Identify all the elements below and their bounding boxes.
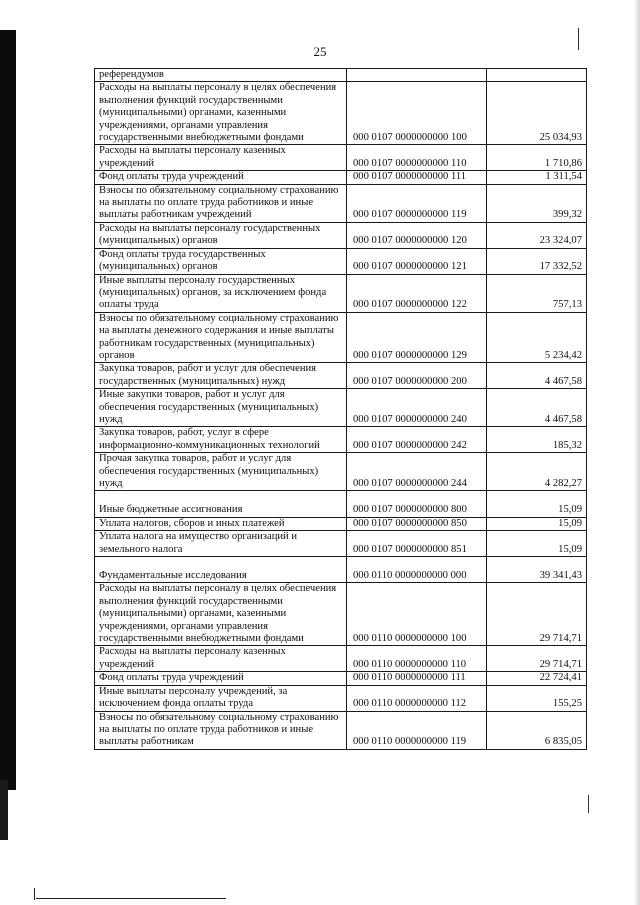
row-name: Иные выплаты персоналу учреждений, за исключением фонда оплаты труда bbox=[95, 685, 347, 711]
table-row bbox=[95, 711, 587, 749]
row-amount: 29 714,71 bbox=[487, 646, 587, 672]
table-row bbox=[95, 453, 587, 491]
table-row bbox=[95, 646, 587, 672]
row-name: Фонд оплаты труда государственных (муниципальных) органов bbox=[95, 248, 347, 274]
budget-table-body bbox=[95, 69, 587, 750]
row-code: 000 0107 0000000000 120 bbox=[347, 222, 487, 248]
row-code: 000 0107 0000000000 129 bbox=[347, 312, 487, 363]
row-amount: 1 311,54 bbox=[487, 171, 587, 184]
row-name: Иные закупки товаров, работ и услуг для обеспечения государственных (муниципальных) нужд bbox=[95, 389, 347, 427]
row-code: 000 0107 0000000000 850 bbox=[347, 517, 487, 530]
scan-edge-left bbox=[0, 30, 16, 790]
row-name: Иные выплаты персоналу государственных (муниципальных) органов, за исключением фонда оплаты труда bbox=[95, 274, 347, 312]
row-amount: 6 835,05 bbox=[487, 711, 587, 749]
row-name: Фонд оплаты труда учреждений bbox=[95, 171, 347, 184]
row-name: Расходы на выплаты персоналу казенных учреждений bbox=[95, 646, 347, 672]
row-code: 000 0110 0000000000 119 bbox=[347, 711, 487, 749]
row-code: 000 0110 0000000000 112 bbox=[347, 685, 487, 711]
row-name: Фонд оплаты труда учреждений bbox=[95, 672, 347, 685]
row-code: 000 0107 0000000000 800 bbox=[347, 491, 487, 517]
table-row bbox=[95, 222, 587, 248]
row-amount: 39 341,43 bbox=[487, 557, 587, 583]
row-amount: 4 282,27 bbox=[487, 453, 587, 491]
row-amount: 4 467,58 bbox=[487, 389, 587, 427]
table-row bbox=[95, 517, 587, 530]
row-amount: 5 234,42 bbox=[487, 312, 587, 363]
page-number: 25 bbox=[313, 44, 327, 59]
row-code: 000 0107 0000000000 121 bbox=[347, 248, 487, 274]
scan-mark-bottom bbox=[34, 888, 35, 900]
table-row bbox=[95, 389, 587, 427]
scan-mark-right bbox=[588, 795, 589, 813]
row-name: Взносы по обязательному социальному страхованию на выплаты денежного содержания и иные выплаты работникам государственных (муниципальных) органов bbox=[95, 312, 347, 363]
row-amount: 22 724,41 bbox=[487, 672, 587, 685]
row-amount bbox=[487, 69, 587, 82]
row-name: Расходы на выплаты персоналу казенных учреждений bbox=[95, 145, 347, 171]
row-name: Уплата налога на имущество организаций и земельного налога bbox=[95, 531, 347, 557]
row-name: Уплата налогов, сборов и иных платежей bbox=[95, 517, 347, 530]
row-name: Иные бюджетные ассигнования bbox=[95, 491, 347, 517]
row-code: 000 0107 0000000000 851 bbox=[347, 531, 487, 557]
row-amount: 155,25 bbox=[487, 685, 587, 711]
scan-edge-left-lower bbox=[0, 780, 8, 840]
row-code bbox=[347, 69, 487, 82]
table-row bbox=[95, 248, 587, 274]
row-amount: 15,09 bbox=[487, 491, 587, 517]
row-name: Закупка товаров, работ, услуг в сфере информационно-коммуникационных технологий bbox=[95, 427, 347, 453]
row-name: Взносы по обязательному социальному страхованию на выплаты по оплате труда работников и иные выплаты работникам учреждений bbox=[95, 184, 347, 222]
row-code: 000 0107 0000000000 240 bbox=[347, 389, 487, 427]
budget-table bbox=[94, 68, 587, 750]
table-row bbox=[95, 531, 587, 557]
table-row bbox=[95, 171, 587, 184]
row-code: 000 0107 0000000000 200 bbox=[347, 363, 487, 389]
table-row bbox=[95, 672, 587, 685]
row-code: 000 0107 0000000000 111 bbox=[347, 171, 487, 184]
row-name: Взносы по обязательному социальному страхованию на выплаты по оплате труда работников и иные выплаты работникам bbox=[95, 711, 347, 749]
row-amount: 757,13 bbox=[487, 274, 587, 312]
row-name: Фундаментальные исследования bbox=[95, 557, 347, 583]
row-amount: 29 714,71 bbox=[487, 583, 587, 646]
row-name: Расходы на выплаты персоналу в целях обеспечения выполнения функций государственными (муниципальными) органами, казенными учреждениями, органами управления государственными внебюджетными фондами bbox=[95, 82, 347, 145]
row-amount: 17 332,52 bbox=[487, 248, 587, 274]
row-name: Расходы на выплаты персоналу в целях обеспечения выполнения функций государственными (муниципальными) органами, казенными учреждениями, органами управления государственными внебюджетными фондами bbox=[95, 583, 347, 646]
table-row bbox=[95, 82, 587, 145]
row-name: референдумов bbox=[95, 69, 347, 82]
table-row bbox=[95, 583, 587, 646]
scan-edge-right bbox=[635, 0, 640, 905]
row-amount: 25 034,93 bbox=[487, 82, 587, 145]
table-row bbox=[95, 427, 587, 453]
row-amount: 15,09 bbox=[487, 517, 587, 530]
row-code: 000 0107 0000000000 242 bbox=[347, 427, 487, 453]
row-code: 000 0110 0000000000 110 bbox=[347, 646, 487, 672]
row-amount: 15,09 bbox=[487, 531, 587, 557]
table-row bbox=[95, 557, 587, 583]
row-name: Закупка товаров, работ и услуг для обеспечения государственных (муниципальных) нужд bbox=[95, 363, 347, 389]
row-code: 000 0107 0000000000 100 bbox=[347, 82, 487, 145]
table-row bbox=[95, 184, 587, 222]
row-amount: 185,32 bbox=[487, 427, 587, 453]
scan-rule-bottom bbox=[36, 898, 226, 899]
row-code: 000 0107 0000000000 119 bbox=[347, 184, 487, 222]
table-row bbox=[95, 69, 587, 82]
row-code: 000 0110 0000000000 000 bbox=[347, 557, 487, 583]
row-amount: 399,32 bbox=[487, 184, 587, 222]
row-name: Прочая закупка товаров, работ и услуг для обеспечения государственных (муниципальных) нужд bbox=[95, 453, 347, 491]
row-code: 000 0107 0000000000 244 bbox=[347, 453, 487, 491]
row-amount: 1 710,86 bbox=[487, 145, 587, 171]
table-row bbox=[95, 685, 587, 711]
table-row bbox=[95, 274, 587, 312]
row-amount: 4 467,58 bbox=[487, 363, 587, 389]
table-row bbox=[95, 312, 587, 363]
row-amount: 23 324,07 bbox=[487, 222, 587, 248]
table-row bbox=[95, 491, 587, 517]
row-code: 000 0110 0000000000 111 bbox=[347, 672, 487, 685]
table-row bbox=[95, 145, 587, 171]
row-code: 000 0107 0000000000 122 bbox=[347, 274, 487, 312]
row-name: Расходы на выплаты персоналу государственных (муниципальных) органов bbox=[95, 222, 347, 248]
table-row bbox=[95, 363, 587, 389]
row-code: 000 0107 0000000000 110 bbox=[347, 145, 487, 171]
row-code: 000 0110 0000000000 100 bbox=[347, 583, 487, 646]
